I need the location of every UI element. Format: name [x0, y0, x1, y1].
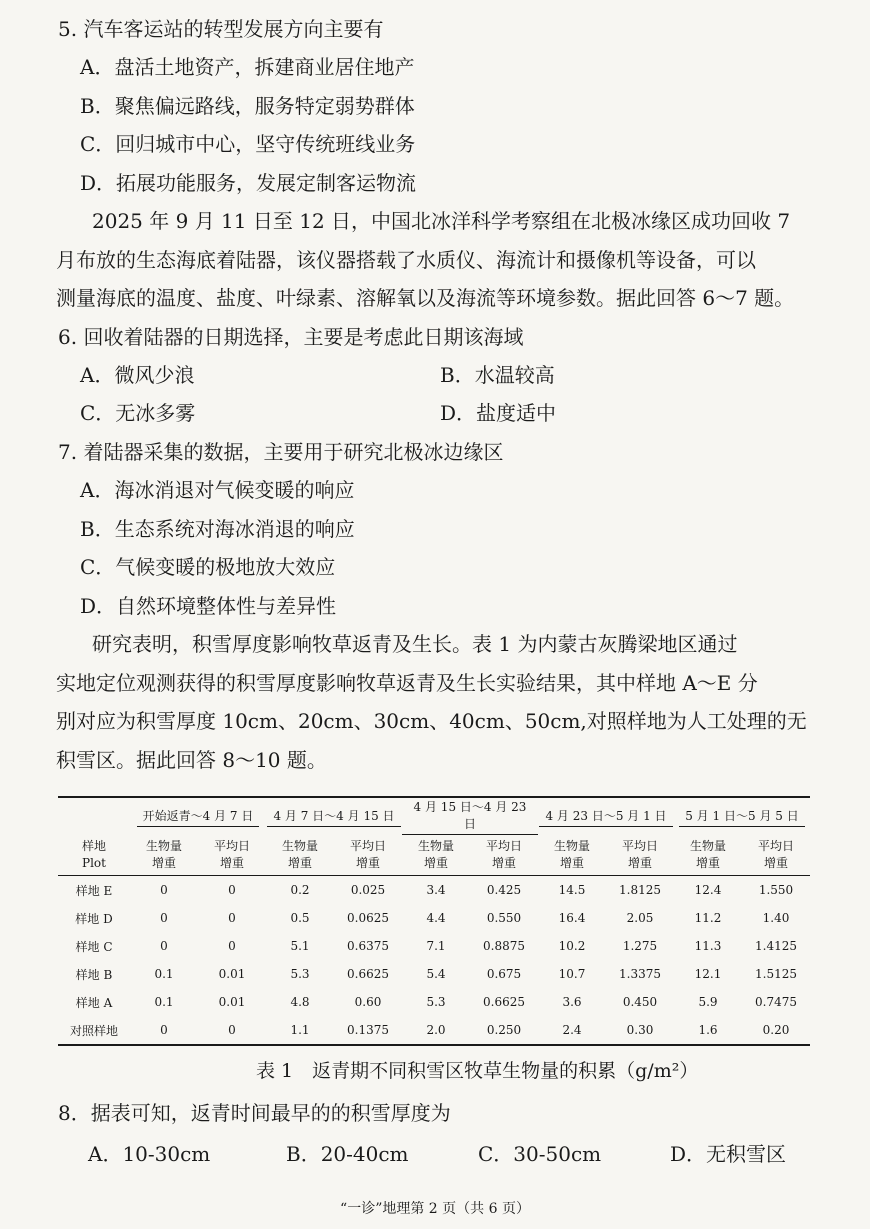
value-cell: 0	[130, 1016, 198, 1045]
value-cell: 0.1	[154, 967, 174, 981]
value-cell: 0.250	[470, 1016, 538, 1045]
plot-name-cell: 样地 E	[75, 883, 113, 898]
value-cell: 1.550	[758, 883, 794, 897]
q8-option-b: B．20-40cm	[286, 1142, 409, 1166]
daily-gain-header: 平均日 增重	[470, 835, 538, 876]
value-cell: 0	[160, 911, 168, 925]
plot-name-cell: 对照样地	[58, 1016, 130, 1045]
table-corner	[58, 797, 130, 835]
value-cell: 0.01	[218, 995, 246, 1009]
value-cell: 0	[160, 883, 168, 897]
value-cell: 2.05	[626, 911, 654, 925]
daily-gain-header: 平均日 增重	[334, 835, 402, 876]
value-cell: 12.4	[694, 883, 722, 897]
period-header: 4 月 7 日～4 月 15 日	[266, 797, 402, 835]
value-cell: 0.1	[154, 995, 174, 1009]
value-cell: 7.1	[426, 939, 446, 953]
value-cell: 0.01	[218, 967, 246, 981]
plot-name-cell: 样地 D	[75, 911, 113, 926]
value-cell: 11.2	[694, 911, 722, 925]
value-cell: 5.9	[698, 995, 718, 1009]
q8-stem: 8．据表可知，返青时间最早的的积雪厚度为	[58, 1101, 451, 1125]
value-cell: 12.1	[694, 967, 722, 981]
q6-option-b: B．水温较高	[440, 363, 555, 387]
value-cell: 0.550	[486, 911, 522, 925]
value-cell: 14.5	[558, 883, 586, 897]
table-row	[58, 960, 810, 988]
daily-gain-header: 平均日 增重	[198, 835, 266, 876]
value-cell: 0.425	[486, 883, 522, 897]
value-cell: 11.3	[694, 939, 722, 953]
value-cell: 3.6	[562, 995, 582, 1009]
q6-option-c: C．无冰多雾	[80, 401, 196, 425]
value-cell: 0.6375	[347, 939, 389, 953]
page-footer: “一诊”地理第 2 页（共 6 页）	[340, 1201, 530, 1217]
value-cell: 2.4	[538, 1016, 606, 1045]
value-cell: 0.675	[486, 967, 522, 981]
biomass-gain-header: 生物量 增重	[402, 835, 470, 876]
daily-gain-header: 平均日 增重	[742, 835, 810, 876]
value-cell: 1.1	[266, 1016, 334, 1045]
plot-name-cell: 样地 B	[75, 967, 113, 982]
period-header: 4 月 15 日～4 月 23 日	[402, 797, 538, 835]
table-row	[58, 932, 810, 960]
q5-option-b: B．聚焦偏远路线，服务特定弱势群体	[80, 94, 415, 118]
value-cell: 0.7475	[755, 995, 797, 1009]
value-cell: 0	[228, 911, 236, 925]
value-cell: 0.450	[622, 995, 658, 1009]
value-cell: 0	[160, 939, 168, 953]
value-cell: 1.8125	[619, 883, 661, 897]
value-cell: 1.6	[674, 1016, 742, 1045]
biomass-gain-header: 生物量 增重	[538, 835, 606, 876]
passage1-line-3: 测量海底的温度、盐度、叶绿素、溶解氧以及海流等环境参数。据此回答 6～7 题。	[56, 286, 795, 310]
value-cell: 0.0625	[347, 911, 389, 925]
plot-name-cell: 样地 A	[75, 995, 113, 1010]
period-header: 5 月 1 日～5 月 5 日	[674, 797, 810, 835]
q5-option-a: A．盘活土地资产，拆建商业居住地产	[80, 55, 415, 79]
q8-option-a: A．10-30cm	[88, 1142, 211, 1166]
value-cell: 0.025	[350, 883, 386, 897]
value-cell: 2.0	[402, 1016, 470, 1045]
value-cell: 10.2	[558, 939, 586, 953]
value-cell: 5.3	[290, 967, 310, 981]
value-cell: 4.8	[290, 995, 310, 1009]
passage2-line-1: 研究表明，积雪厚度影响牧草返青及生长。表 1 为内蒙古灰腾梁地区通过	[92, 632, 738, 656]
value-cell: 0.20	[742, 1016, 810, 1045]
biomass-gain-header: 生物量 增重	[266, 835, 334, 876]
daily-gain-header: 平均日 增重	[606, 835, 674, 876]
passage2-line-2: 实地定位观测获得的积雪厚度影响牧草返青及生长实验结果，其中样地 A～E 分	[56, 671, 758, 695]
value-cell: 0.8875	[483, 939, 525, 953]
value-cell: 4.4	[426, 911, 446, 925]
table-row	[58, 1016, 810, 1045]
period-header: 4 月 23 日～5 月 1 日	[538, 797, 674, 835]
q6-option-a: A．微风少浪	[80, 363, 195, 387]
period-header: 开始返青～4 月 7 日	[130, 797, 266, 835]
biomass-gain-header: 生物量 增重	[674, 835, 742, 876]
passage2-line-3: 别对应为积雪厚度 10cm、20cm、30cm、40cm、50cm,对照样地为人工处理的无	[56, 709, 807, 733]
q7-option-b: B．生态系统对海冰消退的响应	[80, 517, 355, 541]
value-cell: 0	[198, 1016, 266, 1045]
passage1-line-2: 月布放的生态海底着陆器，该仪器搭载了水质仪、海流计和摄像机等设备，可以	[56, 248, 756, 272]
value-cell: 5.3	[426, 995, 446, 1009]
table-row	[58, 988, 810, 1016]
value-cell: 5.4	[426, 967, 446, 981]
value-cell: 1.3375	[619, 967, 661, 981]
table-caption: 表 1 返青期不同积雪区牧草生物量的积累（g/m²）	[256, 1060, 699, 1082]
value-cell: 10.7	[558, 967, 586, 981]
value-cell: 3.4	[426, 883, 446, 897]
plot-name-cell: 样地 C	[75, 939, 113, 954]
q6-stem: 6. 回收着陆器的日期选择，主要是考虑此日期该海域	[58, 325, 524, 349]
q7-stem: 7. 着陆器采集的数据，主要用于研究北极冰边缘区	[58, 440, 504, 464]
biomass-gain-header: 生物量 增重	[130, 835, 198, 876]
value-cell: 1.275	[622, 939, 658, 953]
table-row	[58, 876, 810, 905]
value-cell: 0	[228, 939, 236, 953]
table-row	[58, 904, 810, 932]
q5-option-c: C．回归城市中心，坚守传统班线业务	[80, 132, 416, 156]
q8-option-c: C．30-50cm	[478, 1142, 602, 1166]
value-cell: 1.4125	[755, 939, 797, 953]
q7-option-d: D．自然环境整体性与差异性	[80, 594, 337, 618]
value-cell: 1.40	[762, 911, 790, 925]
value-cell: 0.60	[354, 995, 382, 1009]
q7-option-c: C．气候变暖的极地放大效应	[80, 555, 336, 579]
value-cell: 0.2	[290, 883, 310, 897]
biomass-table	[58, 796, 810, 1046]
q7-option-a: A．海冰消退对气候变暖的响应	[80, 478, 355, 502]
plot-header: 样地 Plot	[58, 835, 130, 876]
value-cell: 0.6625	[347, 967, 389, 981]
value-cell: 1.5125	[755, 967, 797, 981]
value-cell: 5.1	[290, 939, 310, 953]
value-cell: 0.30	[606, 1016, 674, 1045]
q5-option-d: D．拓展功能服务，发展定制客运物流	[80, 171, 417, 195]
value-cell: 0.5	[290, 911, 310, 925]
value-cell: 0.1375	[334, 1016, 402, 1045]
value-cell: 0.6625	[483, 995, 525, 1009]
passage1-line-1: 2025 年 9 月 11 日至 12 日，中国北冰洋科学考察组在北极冰缘区成功回收 7	[92, 209, 791, 233]
q5-stem: 5. 汽车客运站的转型发展方向主要有	[58, 17, 384, 41]
q8-option-d: D．无积雪区	[670, 1142, 787, 1166]
table-body	[58, 876, 810, 1046]
value-cell: 16.4	[558, 911, 586, 925]
passage2-line-4: 积雪区。据此回答 8～10 题。	[56, 748, 327, 772]
q6-option-d: D．盐度适中	[440, 401, 557, 425]
value-cell: 0	[228, 883, 236, 897]
